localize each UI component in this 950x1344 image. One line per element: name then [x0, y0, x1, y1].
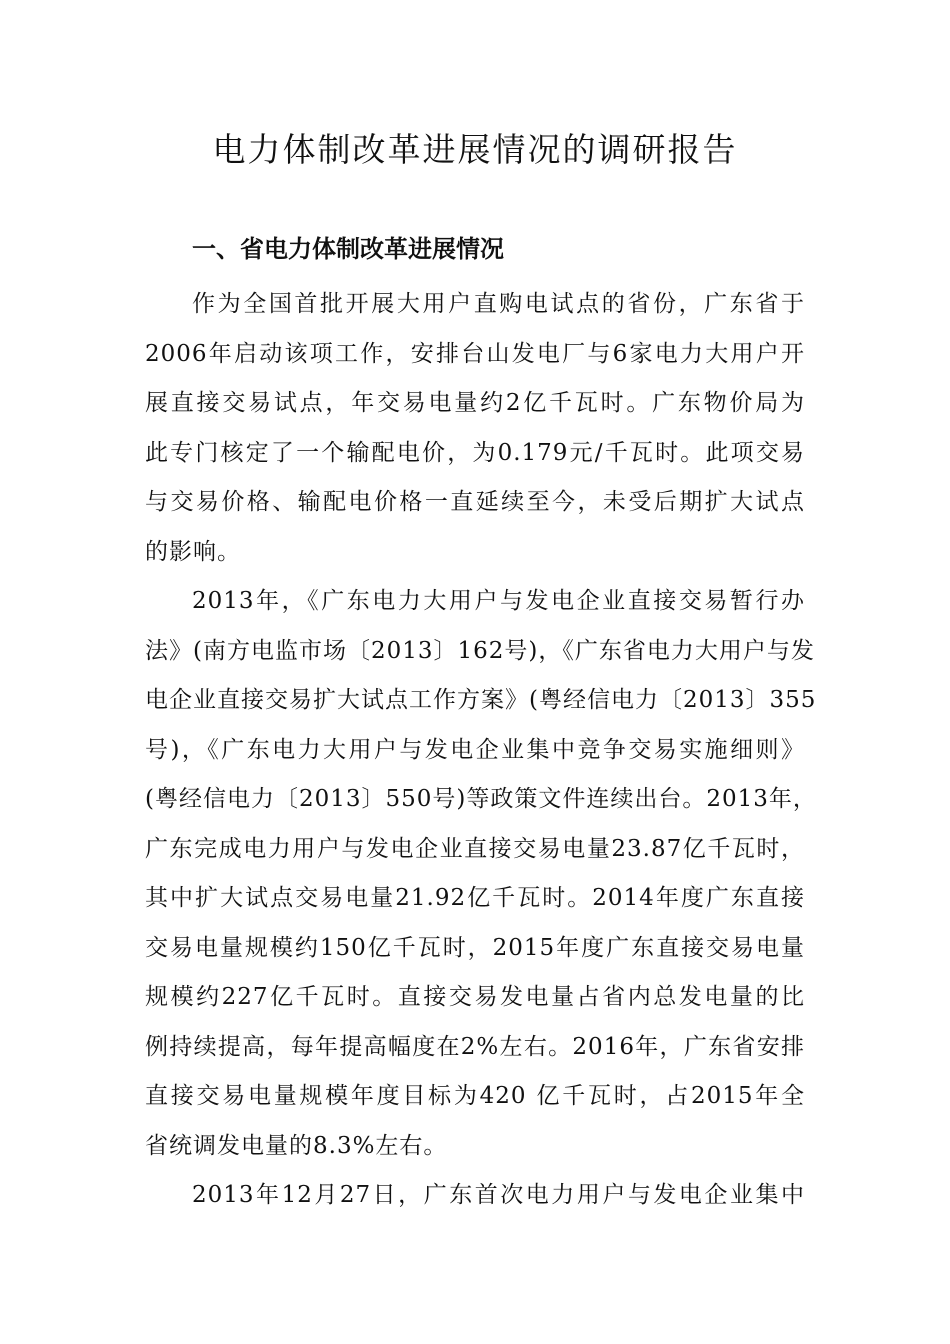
document-title: 电力体制改革进展情况的调研报告	[212, 130, 738, 169]
paragraph-1	[145, 280, 805, 577]
text-line: (粤经信电力〔2013〕550号)等政策文件连续出台。2013年，	[145, 786, 817, 812]
text-line: 号)，《广东电力大用户与发电企业集中竞争交易实施细则》	[145, 736, 805, 763]
text-line: 广东完成电力用户与发电企业直接交易电量23.87亿千瓦时，	[145, 835, 805, 862]
text-line: 电企业直接交易扩大试点工作方案》(粤经信电力〔2013〕355	[145, 687, 817, 713]
text-line: 2006年启动该项工作，安排台山发电厂与6家电力大用户开	[145, 340, 805, 367]
paragraph-2	[145, 577, 817, 1171]
text-line: 省统调发电量的8.3%左右。	[145, 1132, 448, 1159]
text-line: 2013年12月27日，广东首次电力用户与发电企业集中	[192, 1182, 805, 1208]
text-line: 2013年，《广东电力大用户与发电企业直接交易暂行办	[192, 588, 805, 614]
text-line: 例持续提高，每年提高幅度在2%左右。2016年，广东省安排	[145, 1033, 805, 1060]
text-line: 的影响。	[145, 538, 241, 565]
text-line: 展直接交易试点，年交易电量约2亿千瓦时。广东物价局为	[145, 390, 805, 416]
text-line: 交易电量规模约150亿千瓦时，2015年度广东直接交易电量	[145, 934, 805, 961]
text-line: 作为全国首批开展大用户直购电试点的省份，广东省于	[192, 291, 805, 317]
text-line: 其中扩大试点交易电量21.92亿千瓦时。2014年度广东直接	[145, 885, 805, 911]
text-line: 此专门核定了一个输配电价，为0.179元/千瓦时。此项交易	[145, 439, 805, 466]
text-line: 直接交易电量规模年度目标为420 亿千瓦时，占2015年全	[145, 1083, 805, 1109]
body-text	[145, 280, 817, 1221]
text-line: 法》(南方电监市场〔2013〕162号)，《广东省电力大用户与发	[145, 637, 815, 664]
text-line: 与交易价格、输配电价格一直延续至今，未受后期扩大试点	[145, 489, 805, 515]
paragraph-3	[145, 1171, 805, 1221]
text-line: 规模约227亿千瓦时。直接交易发电量占省内总发电量的比	[145, 984, 805, 1010]
section-heading: 一、省电力体制改革进展情况	[192, 235, 504, 263]
